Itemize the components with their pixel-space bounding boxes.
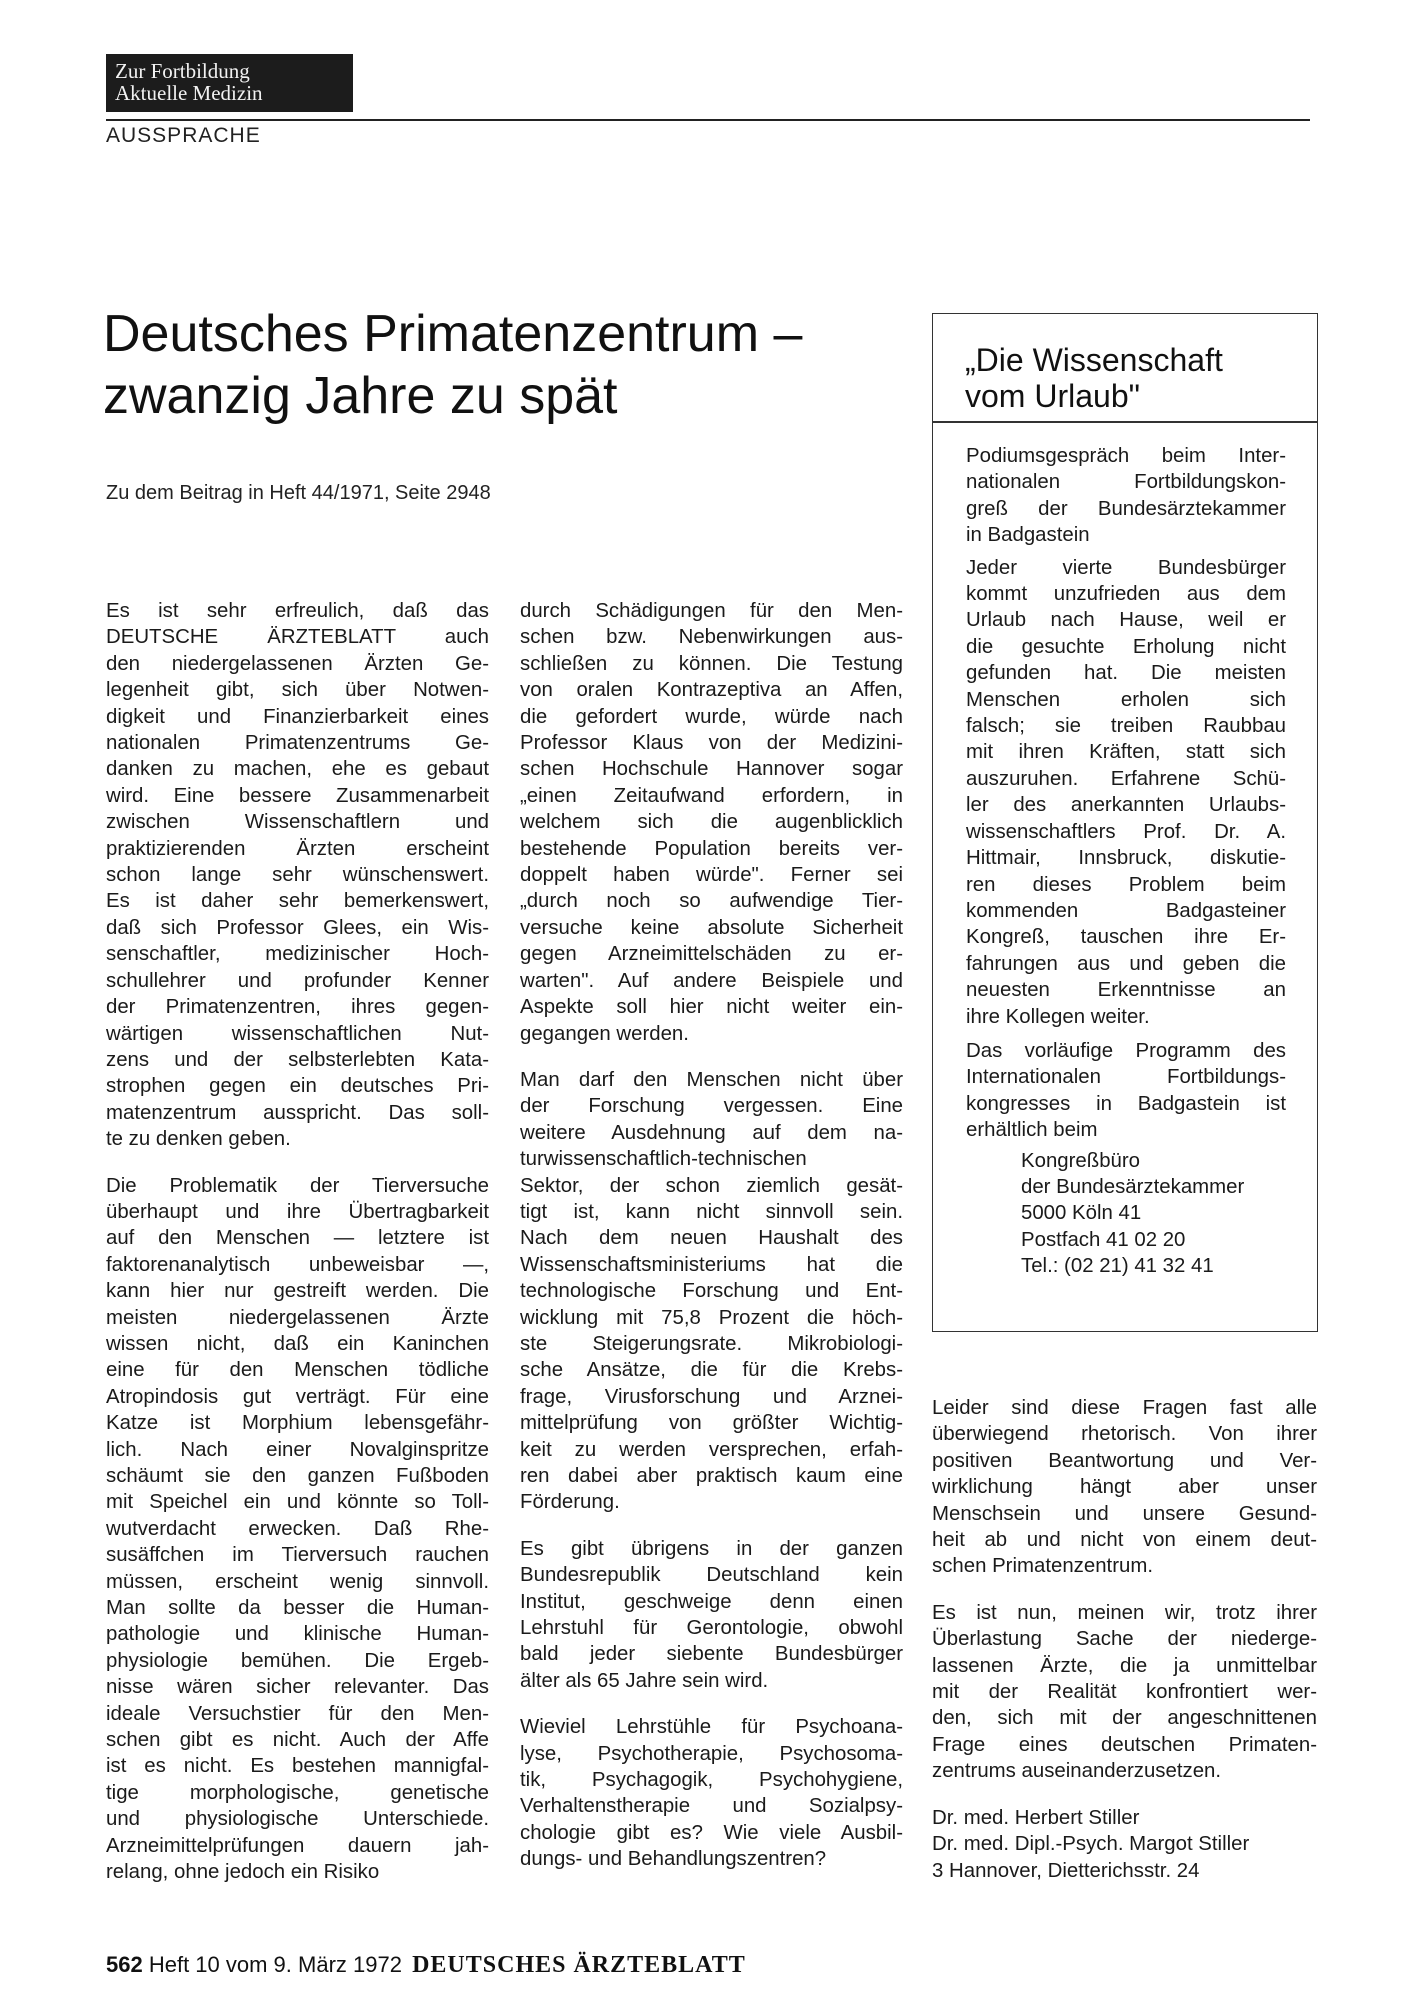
text-line: dungs- und Behandlungszentren?: [520, 1848, 827, 1871]
text-line: ist es nicht. Es bestehen mannigfal-: [106, 1755, 489, 1778]
text-line: Es ist nun, meinen wir, trotz ihrer: [932, 1601, 1317, 1624]
text-line: legenheit gibt, sich über Notwen-: [106, 679, 489, 702]
text-line: doppelt haben würde". Ferner sei: [520, 864, 903, 887]
signature-line: 3 Hannover, Dietterichsstr. 24: [932, 1859, 1200, 1882]
text-line: gegangen werden.: [520, 1022, 689, 1045]
text-line: schäumt sie den ganzen Fußboden: [106, 1465, 489, 1487]
text-line: gefunden hat. Die meisten: [966, 662, 1286, 685]
sidebar-box: [932, 313, 1318, 1332]
text-line: praktizierenden Ärzten erscheint: [106, 837, 489, 860]
section-badge-line: Zur Fortbildung: [115, 59, 250, 83]
text-line: erhältlich beim: [966, 1119, 1098, 1142]
text-line: Podiumsgespräch beim Inter-: [966, 445, 1286, 467]
text-line: Nach dem neuen Haushalt des: [520, 1227, 903, 1250]
text-line: faktorenanalytisch unbeweisbar —,: [106, 1253, 489, 1276]
text-line: Frage eines deutschen Primaten-: [932, 1733, 1317, 1756]
text-line: Internationalen Fortbildungs-: [966, 1066, 1286, 1089]
text-line: Lehrstuhl für Gerontologie, obwohl: [520, 1617, 903, 1640]
text-line: nisse wären sicher relevanter. Das: [106, 1676, 489, 1699]
text-line: von oralen Kontrazeptiva an Affen,: [520, 679, 903, 702]
paragraph: [520, 598, 903, 1047]
text-line: ren dabei aber praktisch kaum eine: [520, 1465, 903, 1487]
text-line: Urlaub nach Hause, weil er: [966, 609, 1286, 632]
text-line: Leider sind diese Fragen fast alle: [932, 1397, 1317, 1419]
text-line: kommt unzufrieden aus dem: [966, 583, 1286, 606]
journal-masthead: DEUTSCHES ÄRZTEBLATT: [412, 1952, 746, 1978]
page-footer: [106, 1952, 746, 1979]
text-line: schullehrer und profunder Kenner: [106, 969, 489, 992]
text-line: schen bzw. Nebenwirkungen aus-: [520, 626, 903, 649]
text-line: ihre Kollegen weiter.: [966, 1005, 1150, 1028]
rubric-label: AUSSPRACHE: [106, 124, 261, 147]
text-line: Verhaltenstherapie und Sozialpsy-: [520, 1795, 903, 1818]
paragraph: [520, 1714, 903, 1872]
text-line: und physiologische Unterschiede.: [106, 1808, 489, 1831]
text-line: sche Ansätze, die für die Krebs-: [520, 1359, 903, 1382]
sidebar-paragraph: [966, 443, 1286, 549]
paragraph: [932, 1395, 1317, 1580]
sidebar-title-line: vom Urlaub": [965, 378, 1140, 414]
text-line: die gesuchte Erholung nicht: [966, 635, 1286, 658]
text-line: te zu denken geben.: [106, 1128, 291, 1151]
text-line: wissen nicht, daß ein Kaninchen: [106, 1332, 489, 1355]
paragraph: [932, 1600, 1317, 1785]
text-line: strophen gegen ein deutsches Pri-: [106, 1075, 489, 1098]
signature-line: Dr. med. Dipl.-Psych. Margot Stiller: [932, 1833, 1250, 1856]
text-line: danken zu machen, ehe es gebaut: [106, 758, 489, 781]
text-line: den niedergelassenen Ärzten Ge-: [106, 652, 489, 675]
signature-line: Dr. med. Herbert Stiller: [932, 1806, 1140, 1829]
text-line: Kongreß, tauschen ihre Er-: [966, 926, 1286, 949]
text-line: heit ab und nicht von einem deut-: [932, 1529, 1317, 1552]
sidebar-divider: [933, 421, 1317, 423]
section-badge-line: Aktuelle Medizin: [115, 81, 263, 105]
text-line: Das vorläufige Programm des: [966, 1039, 1286, 1062]
text-line: Hittmair, Innsbruck, diskutie-: [966, 847, 1286, 870]
paragraph: [106, 598, 489, 1153]
text-line: Menschen erholen sich: [966, 688, 1286, 711]
text-line: schen gibt es nicht. Auch der Affe: [106, 1729, 489, 1752]
text-line: Man sollte da besser die Human-: [106, 1597, 489, 1620]
text-line: Wieviel Lehrstühle für Psychoana-: [520, 1716, 903, 1739]
sidebar-body: [966, 443, 1286, 1280]
text-column-3: [932, 1395, 1317, 1884]
text-line: positiven Beantwortung und Ver-: [932, 1449, 1317, 1472]
address-line: der Bundesärztekammer: [1021, 1175, 1245, 1198]
text-line: Überlastung Sache der niederge-: [932, 1628, 1317, 1651]
text-line: „einen Zeitaufwand erfordern, in: [520, 784, 903, 807]
text-line: nationalen Fortbildungskon-: [966, 471, 1286, 494]
contact-address: [1021, 1148, 1286, 1280]
text-line: weitere Ausdehnung auf dem na-: [520, 1121, 903, 1144]
article-reference: Zu dem Beitrag in Heft 44/1971, Seite 2948: [106, 482, 491, 504]
text-line: lassenen Ärzte, die ja unmittelbar: [932, 1654, 1317, 1677]
text-line: wutverdacht erwecken. Daß Rhe-: [106, 1517, 489, 1540]
text-line: Katze ist Morphium lebensgefähr-: [106, 1412, 489, 1435]
address-line: Tel.: (02 21) 41 32 41: [1021, 1255, 1214, 1278]
text-line: Es ist sehr erfreulich, daß das: [106, 600, 489, 622]
text-line: schließen zu können. Die Testung: [520, 652, 903, 675]
text-line: Aspekte soll hier nicht weiter ein-: [520, 996, 903, 1019]
text-line: wissenschaftlers Prof. Dr. A.: [966, 820, 1286, 843]
issue-info: Heft 10 vom 9. März 1972: [148, 1952, 402, 1977]
text-line: die gefordert wurde, würde nach: [520, 705, 903, 728]
paragraph: [106, 1173, 489, 1886]
text-line: Es gibt übrigens in der ganzen: [520, 1537, 903, 1560]
text-line: schen Primatenzentrum.: [932, 1555, 1153, 1578]
text-line: müssen, erscheint wenig sinnvoll.: [106, 1570, 489, 1593]
text-line: der Primatenzentren, ihres gegen-: [106, 996, 489, 1019]
text-line: warten". Auf andere Beispiele und: [520, 969, 903, 992]
text-line: falsch; sie treiben Raubbau: [966, 715, 1286, 738]
text-line: gegen Arzneimittelschäden zu er-: [520, 943, 903, 966]
text-line: auf den Menschen — letztere ist: [106, 1227, 489, 1250]
text-line: mit der Realität konfrontiert wer-: [932, 1681, 1317, 1704]
author-signature: [932, 1805, 1317, 1884]
text-line: tigt ist, kann nicht sinnvoll sein.: [520, 1200, 903, 1223]
article-title-line: Deutsches Primatenzentrum –: [103, 305, 803, 363]
text-line: ren dieses Problem beim: [966, 873, 1286, 896]
text-line: welchem sich die augenblicklich: [520, 811, 903, 834]
page-number: 562: [106, 1952, 143, 1977]
text-line: neuesten Erkenntnisse an: [966, 979, 1286, 1002]
paragraph: [520, 1067, 903, 1516]
text-line: Menschsein und unsere Gesund-: [932, 1502, 1317, 1525]
sidebar-paragraph: [966, 1038, 1286, 1144]
text-line: ste Steigerungsrate. Mikrobiologi-: [520, 1332, 903, 1355]
address-line: 5000 Köln 41: [1021, 1202, 1142, 1225]
text-line: zwischen Wissenschaftlern und: [106, 811, 489, 834]
text-column-1: [106, 598, 489, 1906]
section-badge: [106, 54, 353, 112]
text-line: mittelprüfung von größter Wichtig-: [520, 1412, 903, 1435]
top-rule: [106, 119, 1310, 121]
address-line: Kongreßbüro: [1021, 1149, 1141, 1172]
text-line: kommenden Badgasteiner: [966, 899, 1286, 922]
text-line: Bundesrepublik Deutschland kein: [520, 1564, 903, 1587]
text-line: Arzneimittelprüfungen dauern jah-: [106, 1834, 489, 1857]
text-line: wärtigen wissenschaftlichen Nut-: [106, 1022, 489, 1045]
text-line: bestehende Population bereits ver-: [520, 837, 903, 860]
text-line: relang, ohne jedoch ein Risiko: [106, 1861, 380, 1884]
text-line: den, sich mit der angeschnittenen: [932, 1707, 1317, 1730]
text-line: überhaupt und ihre Übertragbarkeit: [106, 1200, 489, 1223]
text-line: Atropindosis gut verträgt. Für eine: [106, 1385, 489, 1408]
text-line: Förderung.: [520, 1491, 620, 1514]
paragraph: [520, 1536, 903, 1694]
text-line: auszuruhen. Erfahrene Schü-: [966, 767, 1286, 790]
text-line: pathologie und klinische Human-: [106, 1623, 489, 1646]
text-line: Wissenschaftsministeriums hat die: [520, 1253, 903, 1276]
text-line: ler des anerkannten Urlaubs-: [966, 794, 1286, 817]
sidebar-title-line: „Die Wissenschaft: [965, 342, 1223, 378]
text-line: Sektor, der schon ziemlich gesät-: [520, 1174, 903, 1197]
text-line: eine für den Menschen tödliche: [106, 1359, 489, 1382]
sidebar-paragraph: [966, 555, 1286, 1030]
text-line: Es ist daher sehr bemerkenswert,: [106, 890, 489, 913]
text-line: schen Hochschule Hannover sogar: [520, 758, 903, 781]
text-line: der Forschung vergessen. Eine: [520, 1095, 903, 1118]
text-line: zentrums auseinanderzusetzen.: [932, 1760, 1222, 1783]
text-line: Man darf den Menschen nicht über: [520, 1068, 903, 1091]
text-line: versuche keine absolute Sicherheit: [520, 916, 903, 939]
text-line: kann hier nur gestreift werden. Die: [106, 1280, 489, 1303]
text-line: bald jeder siebente Bundesbürger: [520, 1643, 903, 1666]
text-line: wirklichung hängt aber unser: [932, 1476, 1317, 1499]
text-line: physiologie bemühen. Die Ergeb-: [106, 1649, 489, 1672]
text-line: schon lange sehr wünschenswert.: [106, 864, 489, 887]
text-line: DEUTSCHE ÄRZTEBLATT auch: [106, 626, 489, 649]
address-line: Postfach 41 02 20: [1021, 1228, 1186, 1251]
sidebar-title: [965, 342, 1223, 414]
text-line: wicklung mit 75,8 Prozent die höch-: [520, 1306, 903, 1329]
text-line: turwissenschaftlich-technischen: [520, 1148, 807, 1171]
text-line: mit ihren Kräften, statt sich: [966, 741, 1286, 764]
article-title-line: zwanzig Jahre zu spät: [103, 367, 618, 425]
text-line: Institut, geschweige denn einen: [520, 1590, 903, 1613]
text-line: chologie gibt es? Wie viele Ausbil-: [520, 1821, 903, 1844]
text-line: fahrungen aus und geben die: [966, 952, 1286, 975]
text-line: wird. Eine bessere Zusammenarbeit: [106, 784, 489, 807]
text-line: susäffchen im Tierversuch rauchen: [106, 1544, 489, 1567]
text-line: durch Schädigungen für den Men-: [520, 600, 903, 622]
text-line: tik, Psychagogik, Psychohygiene,: [520, 1769, 903, 1792]
text-line: meisten niedergelassenen Ärzte: [106, 1306, 489, 1329]
text-column-2: [520, 598, 903, 1893]
text-line: digkeit und Finanzierbarkeit eines: [106, 705, 489, 728]
text-line: zens und der selbsterlebten Kata-: [106, 1048, 489, 1071]
text-line: nationalen Primatenzentrums Ge-: [106, 732, 489, 755]
text-line: mit Speichel ein und könnte so Toll-: [106, 1491, 489, 1514]
text-line: ideale Versuchstier für den Men-: [106, 1702, 489, 1725]
text-line: senschaftler, medizinischer Hoch-: [106, 943, 489, 966]
text-line: Jeder vierte Bundesbürger: [966, 556, 1286, 579]
text-line: kongresses in Badgastein ist: [966, 1092, 1286, 1115]
text-line: matenzentrum ausspricht. Das soll-: [106, 1101, 489, 1124]
text-line: lyse, Psychotherapie, Psychosoma-: [520, 1742, 903, 1765]
text-line: Die Problematik der Tierversuche: [106, 1174, 489, 1197]
text-line: älter als 65 Jahre sein wird.: [520, 1669, 769, 1692]
text-line: lich. Nach einer Novalginspritze: [106, 1438, 489, 1461]
text-line: keit zu werden versprechen, erfah-: [520, 1438, 903, 1461]
text-line: „durch noch so aufwendige Tier-: [520, 890, 903, 913]
article-title: [103, 303, 863, 427]
text-line: daß sich Professor Glees, ein Wis-: [106, 916, 489, 939]
text-line: Professor Klaus von der Medizini-: [520, 732, 903, 755]
text-line: frage, Virusforschung und Arznei-: [520, 1385, 903, 1408]
text-line: greß der Bundesärztekammer: [966, 497, 1286, 520]
text-line: technologische Forschung und Ent-: [520, 1280, 903, 1303]
text-line: tige morphologische, genetische: [106, 1781, 489, 1804]
text-line: überwiegend rhetorisch. Von ihrer: [932, 1423, 1317, 1446]
text-line: in Badgastein: [966, 524, 1090, 547]
